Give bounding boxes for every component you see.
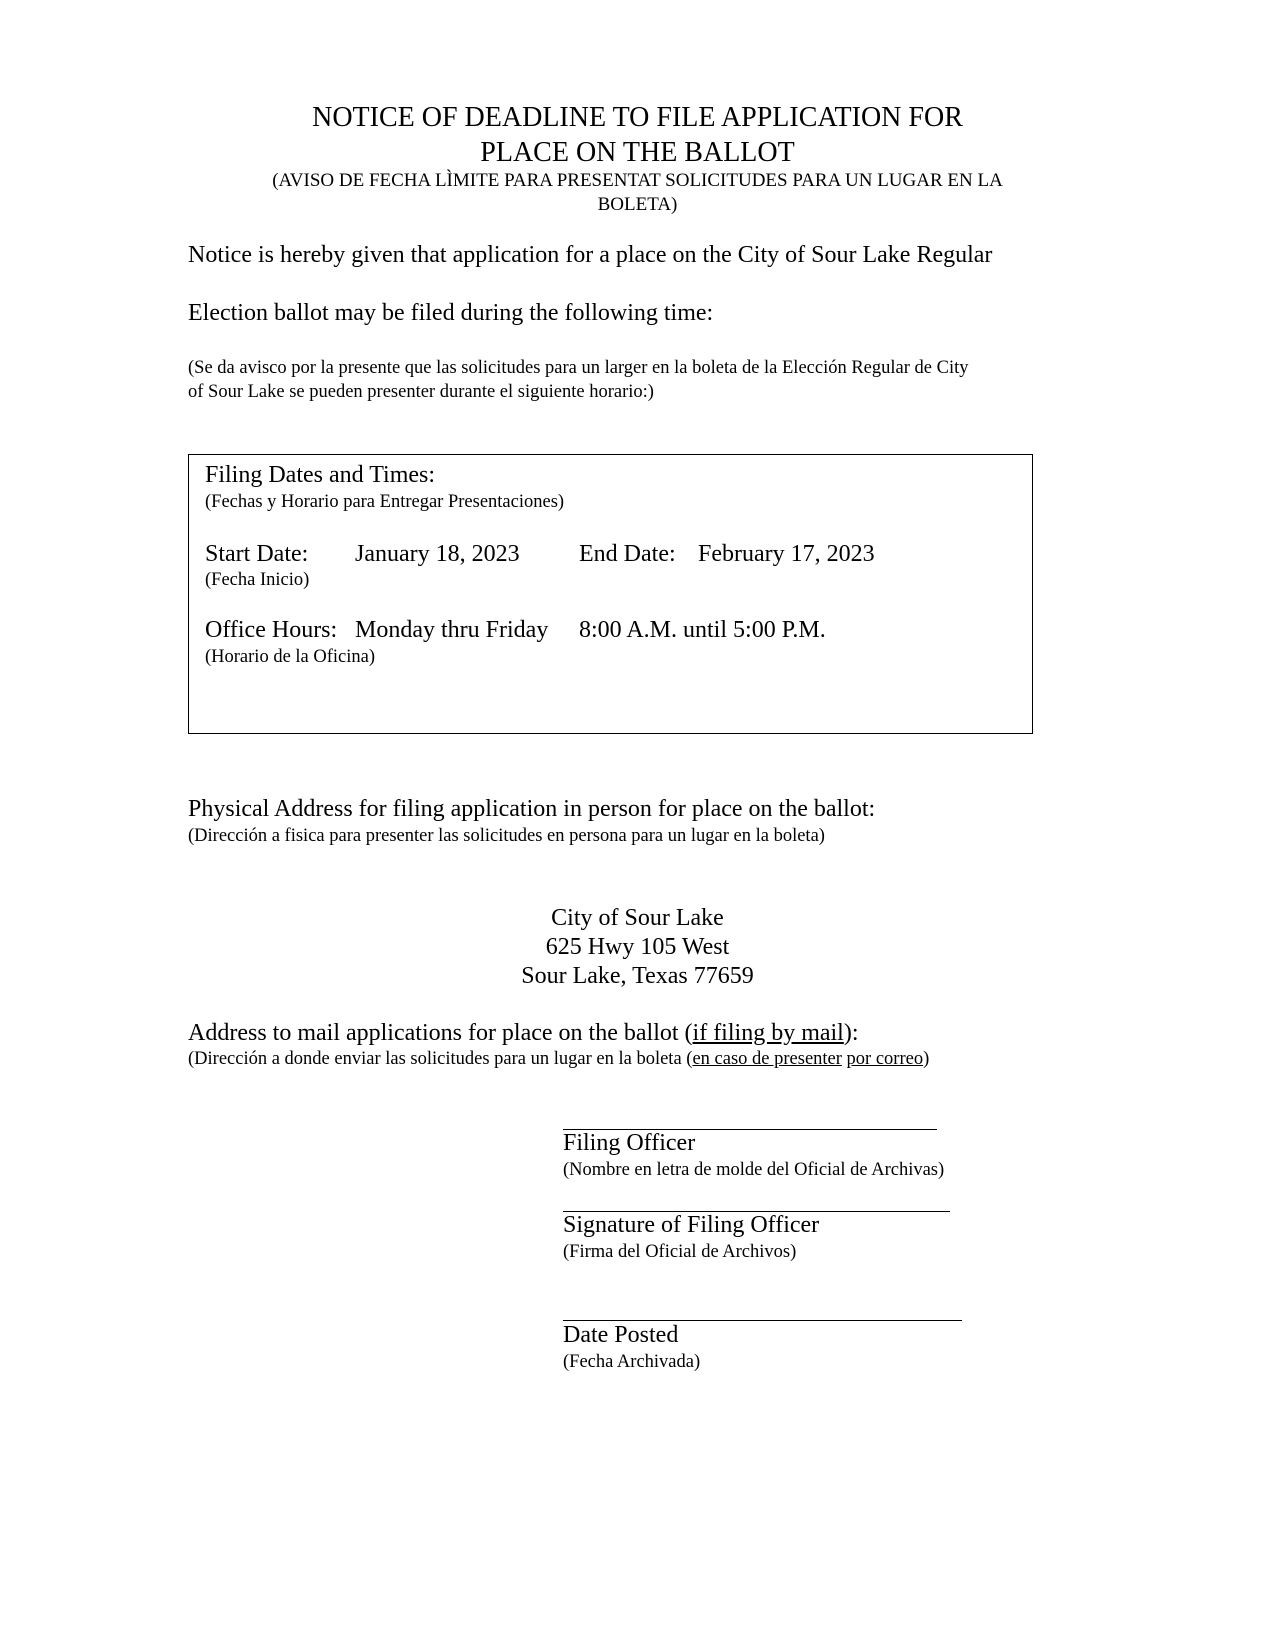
mail-address-heading (188, 1020, 859, 1047)
title-line-1: NOTICE OF DEADLINE TO FILE APPLICATION FOR (312, 102, 963, 133)
notice-line-2: Election ballot may be filed during the following time: (188, 300, 714, 326)
start-date-label-spanish: (Fecha Inicio) (205, 570, 310, 590)
physical-address-heading-spanish: (Dirección a fisica para presenter las solicitudes en persona para un lugar en la boleta) (188, 826, 825, 846)
date-posted-label-spanish: (Fecha Archivada) (563, 1352, 701, 1372)
filing-officer-label-spanish: (Nombre en letra de molde del Oficial de Archivas) (563, 1160, 945, 1180)
filing-dates-heading: Filing Dates and Times: (205, 462, 436, 488)
date-posted-label: Date Posted (563, 1322, 679, 1348)
title-line-2: PLACE ON THE BALLOT (480, 137, 795, 168)
end-date-label: End Date: (579, 541, 676, 567)
spanish-notice-line-1: (Se da avisco por la presente que las solicitudes para un larger en la boleta de la Elección Regular de City (188, 358, 969, 378)
spanish-title-line-1: (AVISO DE FECHA LÌMITE PARA PRESENTAT SOLICITUDES PARA UN LUGAR EN LA (272, 170, 1003, 191)
filing-officer-label: Filing Officer (563, 1130, 696, 1156)
filing-dates-heading-spanish: (Fechas y Horario para Entregar Presentaciones) (205, 492, 565, 512)
mail-heading-suffix: ): (843, 1020, 859, 1046)
spanish-title-line-2: BOLETA) (597, 194, 678, 215)
mail-address-heading-spanish (188, 1049, 929, 1070)
start-date-value: January 18, 2023 (355, 541, 520, 567)
address-line-2: 625 Hwy 105 West (545, 934, 730, 960)
mail-heading-prefix: Address to mail applications for place on the ballot ( (188, 1020, 693, 1046)
address-line-3: Sour Lake, Texas 77659 (521, 963, 754, 989)
office-hours-times: 8:00 A.M. until 5:00 P.M. (579, 617, 826, 643)
mail-heading-es-underlined-1: en caso de presenter (692, 1049, 842, 1069)
office-hours-label: Office Hours: (205, 617, 338, 643)
mail-heading-es-suffix: ) (923, 1049, 930, 1069)
date-posted-line (563, 1320, 962, 1321)
spanish-notice-line-2: of Sour Lake se pueden presenter durante el siguiente horario:) (188, 382, 654, 402)
mail-heading-es-prefix: (Dirección a donde enviar las solicitudes para un lugar en la boleta ( (188, 1049, 693, 1069)
signature-label: Signature of Filing Officer (563, 1212, 820, 1238)
signature-label-spanish: (Firma del Oficial de Archivos) (563, 1242, 797, 1262)
office-hours-label-spanish: (Horario de la Oficina) (205, 647, 376, 667)
office-hours-days: Monday thru Friday (355, 617, 549, 643)
address-line-1: City of Sour Lake (551, 905, 724, 931)
end-date-value: February 17, 2023 (698, 541, 875, 567)
mail-heading-es-underlined-2: por correo (846, 1049, 924, 1069)
mail-heading-underlined: if filing by mail (692, 1020, 844, 1046)
start-date-label: Start Date: (205, 541, 309, 567)
physical-address-heading: Physical Address for filing application in person for place on the ballot: (188, 796, 876, 822)
notice-line-1: Notice is hereby given that application for a place on the City of Sour Lake Regular (188, 242, 993, 268)
